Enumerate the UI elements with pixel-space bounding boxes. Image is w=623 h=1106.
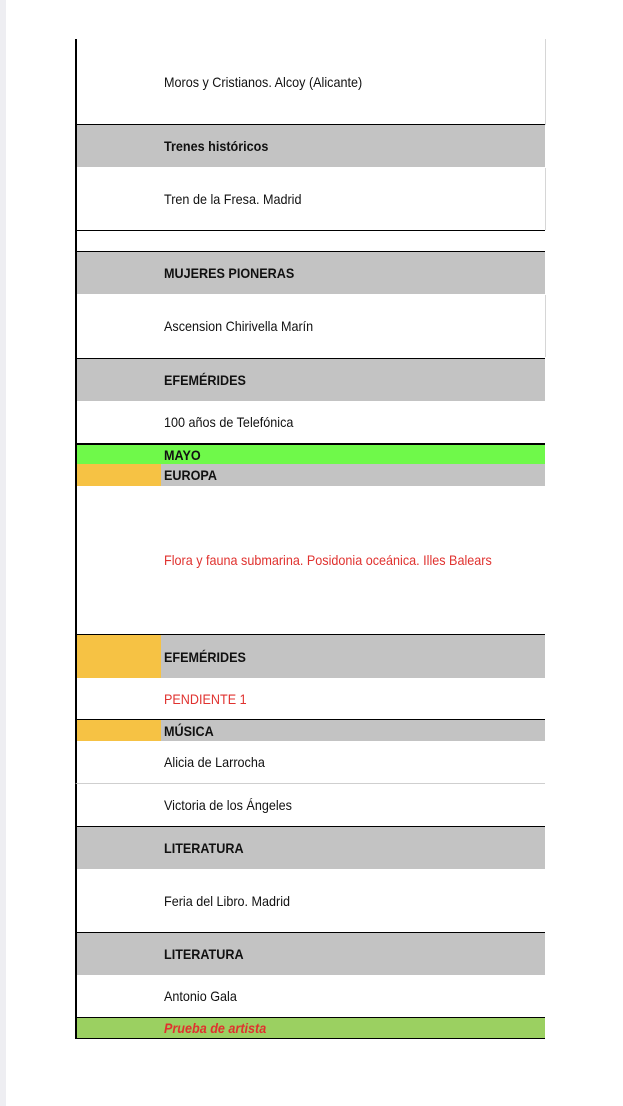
proof-row <box>75 1017 545 1039</box>
table-row <box>75 401 545 443</box>
section-header-row <box>75 358 545 401</box>
cell-text: Antonio Gala <box>164 988 237 1004</box>
cell-text: Tren de la Fresa. Madrid <box>164 190 302 207</box>
cell-text: Victoria de los Ángeles <box>164 797 292 813</box>
section-header-row <box>75 124 545 167</box>
section-header-row <box>75 464 545 486</box>
table-row <box>75 783 545 826</box>
table-row <box>75 678 545 720</box>
section-header-text: EFEMÉRIDES <box>164 372 246 388</box>
section-header-text: EFEMÉRIDES <box>164 648 246 665</box>
table-row <box>75 486 545 634</box>
cell-text: Moros y Cristianos. Alcoy (Alicante) <box>164 73 363 90</box>
section-header-row <box>75 826 545 869</box>
sheet-right-border <box>545 39 546 125</box>
table-row <box>75 167 545 230</box>
table-row <box>75 975 545 1017</box>
cell-text: Feria del Libro. Madrid <box>164 892 291 909</box>
cell-text: Flora y fauna submarina. Posidonia oceánica. Illes Balears <box>164 552 492 568</box>
section-header-row <box>75 251 545 294</box>
section-header-text: LITERATURA <box>164 840 244 856</box>
section-header-text: Trenes históricos <box>164 138 269 154</box>
table-row <box>75 869 545 932</box>
month-header-row <box>75 443 545 464</box>
proof-text: Prueba de artista <box>164 1020 267 1036</box>
table-row <box>75 741 545 783</box>
table-row <box>75 39 545 124</box>
orange-marker-cell <box>77 464 161 486</box>
section-header-text: MUJERES PIONERAS <box>164 265 295 281</box>
section-header-text: EUROPA <box>164 467 217 483</box>
table-row <box>75 294 545 358</box>
empty-row <box>75 230 545 251</box>
section-header-row <box>75 634 545 678</box>
viewer-left-edge <box>0 0 6 1106</box>
cell-text: PENDIENTE 1 <box>164 691 247 707</box>
cell-text: Ascension Chirivella Marín <box>164 318 314 334</box>
section-header-row <box>75 719 545 741</box>
cell-text: 100 años de Telefónica <box>164 414 294 430</box>
section-header-text: LITERATURA <box>164 946 244 962</box>
orange-marker-cell <box>77 720 161 741</box>
section-header-text: MÚSICA <box>164 722 214 739</box>
cell-text: Alicia de Larrocha <box>164 754 265 770</box>
sheet-right-border <box>545 295 546 357</box>
orange-marker-cell <box>77 635 161 678</box>
section-header-row <box>75 932 545 975</box>
sheet-right-border <box>545 168 546 230</box>
month-header-text: MAYO <box>164 446 201 463</box>
